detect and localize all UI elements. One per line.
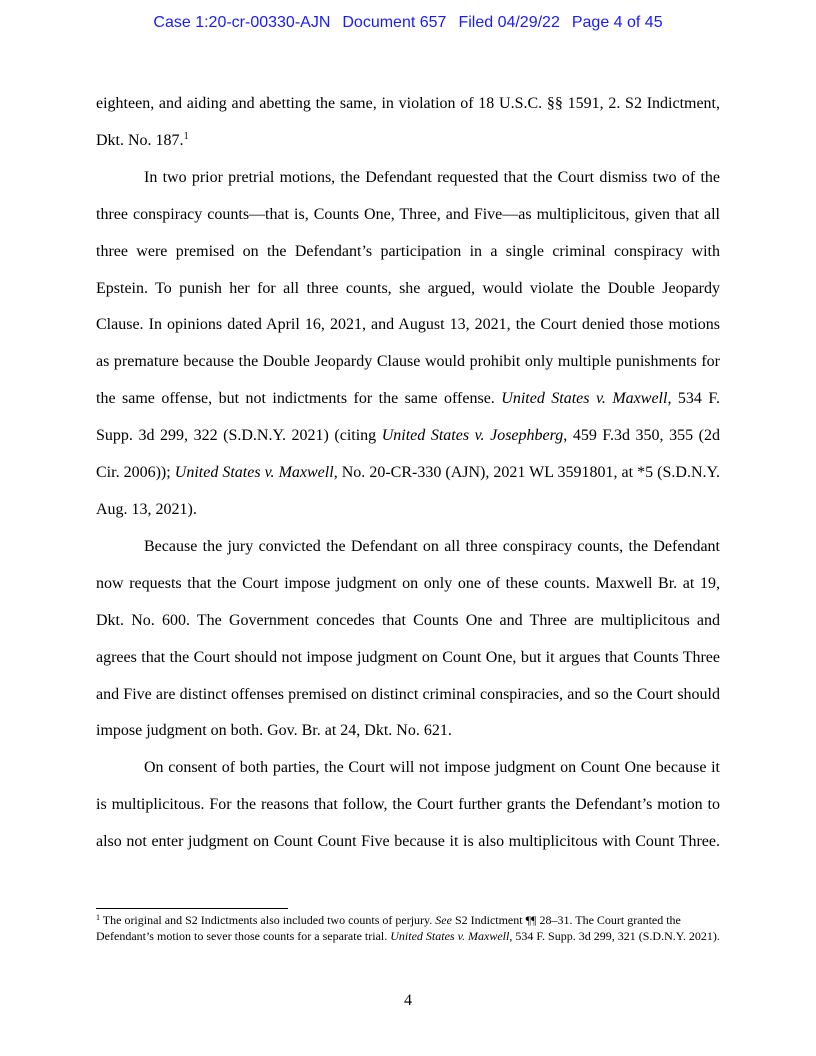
paragraph-text: In two prior pretrial motions, the Defendant requested that the Court dismiss two of the three conspiracy counts—that is, Counts One, Three, and Five—as multiplicitous, given that all three were premised on the Defendant’s participation in a single criminal conspiracy with Epstein. To punish her for all three counts, she argued, would violate the Double Jeopardy Clause. In opinions dated April 16, 2021, and August 13, 2021, the Court denied those motions as premature because the Double Jeopardy Clause would prohibit only multiple punishments for the same offense, but not indictments for the same offense.	[96, 168, 720, 408]
footnote-number: 1	[96, 913, 100, 922]
case-citation: United States v. Maxwell	[174, 464, 334, 482]
page-of-total: Page 4 of 45	[571, 14, 663, 31]
footnote-text: S2 Indictment ¶¶ 28–31. The Court granted the Defendant’s motion to sever those counts for a separate trial.	[96, 913, 681, 943]
filed-date: Filed 04/29/22	[458, 14, 560, 31]
paragraph-prior-motions	[96, 160, 720, 529]
case-number: Case 1:20-cr-00330-AJN	[153, 14, 331, 31]
footnote	[96, 912, 720, 944]
page-number: 4	[404, 992, 412, 1009]
case-citation: United States v. Maxwell	[501, 390, 668, 408]
footnote-text: The original and S2 Indictments also included two counts of perjury.	[100, 913, 436, 927]
paragraph-jury-conviction: Because the jury convicted the Defendant on all three conspiracy counts, the Defendant now requests that the Court impose judgment on only one of these counts. Maxwell Br. at 19, Dkt. No. 600. The Government concedes that Counts One and Three are multiplicitous and agrees that the Court should not impose judgment on Count One, but it argues that Counts Three and Five are distinct offenses premised on distinct criminal conspiracies, and so the Court should impose judgment on both. Gov. Br. at 24, Dkt. No. 621.	[96, 537, 720, 740]
signal-see: See	[435, 913, 452, 927]
footnote-reference: 1	[183, 130, 189, 142]
paragraph-text: , 459 F.3d 350, 355 (2d Cir. 2006));	[96, 427, 721, 482]
case-citation: United States v. Maxwell	[390, 929, 510, 943]
opinion-body	[96, 86, 720, 861]
footnote-divider	[96, 908, 288, 909]
paragraph-consent: On consent of both parties, the Court will not impose judgment on Count One because it is multiplicitous. For the reasons that follow, the Court further grants the Defendant’s motion to also not enter judgment on Count Count Five because it is also multiplicitous with Count Three.	[96, 759, 720, 851]
footnote-text: , 534 F. Supp. 3d 299, 321 (S.D.N.Y. 2021).	[509, 929, 720, 943]
paragraph-text: , 534 F. Supp. 3d 299, 322 (S.D.N.Y. 2021) (citing	[96, 390, 720, 445]
paragraph-text: , No. 20-CR-330 (AJN), 2021 WL 3591801, at *5 (S.D.N.Y. Aug. 13, 2021).	[96, 464, 721, 518]
case-citation: United States v. Josephberg	[381, 427, 564, 445]
case-header	[0, 14, 816, 32]
paragraph-continuation	[96, 86, 720, 160]
document-number: Document 657	[342, 14, 447, 31]
paragraph-text: eighteen, and aiding and abetting the same, in violation of 18 U.S.C. §§ 1591, 2. S2 Indictment, Dkt. No. 187.	[96, 95, 720, 149]
